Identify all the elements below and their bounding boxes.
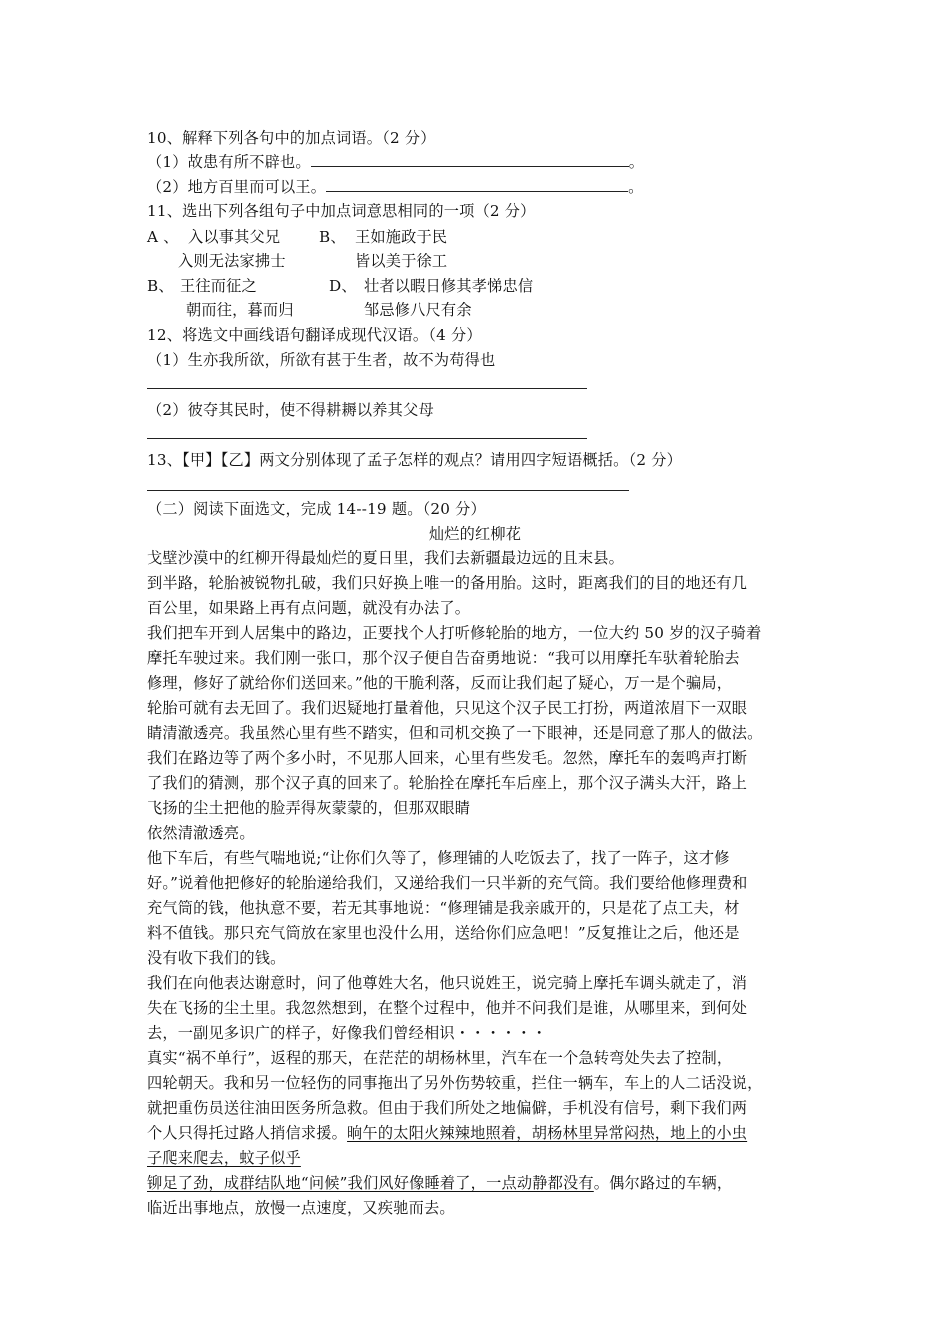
period: 。 (628, 178, 644, 196)
q11-option-b-line1: 王如施政于民 (355, 228, 448, 246)
passage-line: 百公里，如果路上再有点问题，就没有办法了。 (147, 599, 471, 617)
q12-item-2: （2）彼夺其民时，使不得耕耨以养其父母 (147, 401, 434, 419)
passage-line: 睛清澈透亮。我虽然心里有些不踏实，但和司机交换了一下眼神，还是同意了那人的做法。 (147, 724, 763, 742)
q13-stem: 13、【甲】【乙】两文分别体现了孟子怎样的观点？请用四字短语概括。（2 分） (147, 451, 682, 469)
passage-line: 到半路，轮胎被锐物扎破，我们只好换上唯一的备用胎。这时，距离我们的目的地还有几 (147, 574, 748, 592)
passage-line: 依然清澈透亮。 (147, 824, 255, 842)
passage-line: 没有收下我们的钱。 (147, 949, 286, 967)
q11-stem: 11、选出下列各组句子中加点词意思相同的一项（2 分） (147, 202, 536, 220)
period: 。 (628, 153, 645, 171)
passage-line: 摩托车驶过来。我们刚一张口，那个汉子便自告奋勇地说：“我可以用摩托车驮着轮胎去 (147, 649, 740, 667)
q11-option-c-line1: 王往而征之 (180, 277, 257, 295)
passage-line: 充气筒的钱，他执意不要，若无其事地说：“修理铺是我亲戚开的，只是花了点工夫，材 (147, 899, 740, 917)
q11-option-d-line2: 邹忌修八尺有余 (364, 301, 472, 319)
passage-line: 他下车后，有些气喘地说;“让你们久等了，修理铺的人吃饭去了，找了一阵子，这才修 (147, 849, 730, 867)
q11-option-b-label: B、 (319, 228, 346, 246)
q10-stem: 10、解释下列各句中的加点词语。（2 分） (147, 129, 436, 147)
passage-line: 飞扬的尘土把他的脸弄得灰蒙蒙的，但那双眼睛 (147, 799, 471, 817)
q11-option-a-label: A 、 (147, 228, 179, 246)
q11-option-d-label: D、 (329, 277, 357, 295)
answer-line[interactable] (147, 490, 629, 491)
passage-line: 戈壁沙漠中的红柳开得最灿烂的夏日里，我们去新疆最边远的且末县。 (147, 549, 625, 567)
answer-blank[interactable] (326, 175, 628, 192)
passage-line: 临近出事地点，放慢一点速度，又疾驰而去。 (147, 1199, 455, 1217)
answer-line[interactable] (147, 438, 587, 439)
underlined-sentence: 子爬来爬去，蚊子似乎 (147, 1149, 301, 1167)
passage-line: 我们把车开到人居集中的路边，正要找个人打听修轮胎的地方，一位大约 50 岁的汉子骑着 (147, 624, 762, 642)
passage-line: 好。”说着他把修好的轮胎递给我们，又递给我们一只半新的充气筒。我们要给他修理费和 (147, 874, 748, 892)
q11-option-c-line2: 朝而往，暮而归 (186, 301, 294, 319)
passage-line (147, 1171, 732, 1195)
passage-line: 去，一副见多识广的样子，好像我们曾经相识・・・・・・ (147, 1024, 548, 1042)
passage-line: 真实“祸不单行”，返程的那天，在茫茫的胡杨林里，汽车在一个急转弯处失去了控制， (147, 1049, 733, 1067)
passage-line: 四轮朝天。我和另一位轻伤的同事拖出了另外伤势较重，拦住一辆车，车上的人二话没说， (147, 1074, 763, 1092)
section-heading: （二）阅读下面选文，完成 14--19 题。（20 分） (147, 500, 486, 518)
q11-option-b-line2: 皆以美于徐工 (355, 252, 448, 270)
q12-stem: 12、将选文中画线语句翻译成现代汉语。（4 分） (147, 326, 482, 344)
answer-blank[interactable] (311, 150, 629, 167)
q12-item-1: （1）生亦我所欲，所欲有甚于生者，故不为苟得也 (147, 351, 496, 369)
passage-line: 我们在向他表达谢意时，问了他尊姓大名，他只说姓王，说完骑上摩托车调头就走了，消 (147, 974, 748, 992)
passage-text: 。偶尔路过的车辆， (593, 1174, 733, 1192)
underlined-sentence: 铆足了劲，成群结队地“问候”我们风好像睡着了，一点动静都没有 (147, 1174, 594, 1192)
q11-option-a-line1: 入以事其父兄 (188, 228, 281, 246)
passage-line: 修理，修好了就给你们送回来。”他的干脆利落，反而让我们起了疑心，万一是个骗局， (147, 674, 733, 692)
q10-item-2 (147, 175, 644, 199)
passage-line: 了我们的猜测，那个汉子真的回来了。轮胎拴在摩托车后座上，那个汉子满头大汗，路上 (147, 774, 748, 792)
passage-line: 失在飞扬的尘土里。我忽然想到，在整个过程中，他并不问我们是谁，从哪里来，到何处 (147, 999, 748, 1017)
passage-line: 料不值钱。那只充气筒放在家里也没什么用，送给你们应急吧！”反复推让之后，他还是 (147, 924, 740, 942)
passage-text: 个人只得托过路人捎信求援。 (147, 1124, 348, 1142)
passage-line: 就把重伤员送往油田医务所急救。但由于我们所处之地偏僻，手机没有信号，剩下我们两 (147, 1099, 748, 1117)
passage-title: 灿烂的红柳花 (428, 525, 522, 543)
q10-item-2-text: （2）地方百里而可以王。 (147, 178, 327, 196)
q11-option-c-label: B、 (147, 277, 174, 295)
q10-item-1 (147, 150, 644, 174)
underlined-sentence: 晌午的太阳火辣辣地照着，胡杨林里异常闷热，地上的小虫 (347, 1124, 748, 1142)
q11-option-a-line2: 入则无法家拂士 (178, 252, 286, 270)
passage-line (147, 1121, 747, 1145)
answer-line[interactable] (147, 388, 587, 389)
passage-line: 我们在路边等了两个多小时，不见那人回来，心里有些发毛。忽然，摩托车的轰鸣声打断 (147, 749, 748, 767)
q11-option-d-line1: 壮者以暇日修其孝悌忠信 (364, 277, 534, 295)
passage-line (147, 1146, 301, 1170)
q10-item-1-text: （1）故患有所不辟也。 (147, 153, 311, 171)
passage-line: 轮胎可就有去无回了。我们迟疑地打量着他，只见这个汉子民工打扮，两道浓眉下一双眼 (147, 699, 748, 717)
